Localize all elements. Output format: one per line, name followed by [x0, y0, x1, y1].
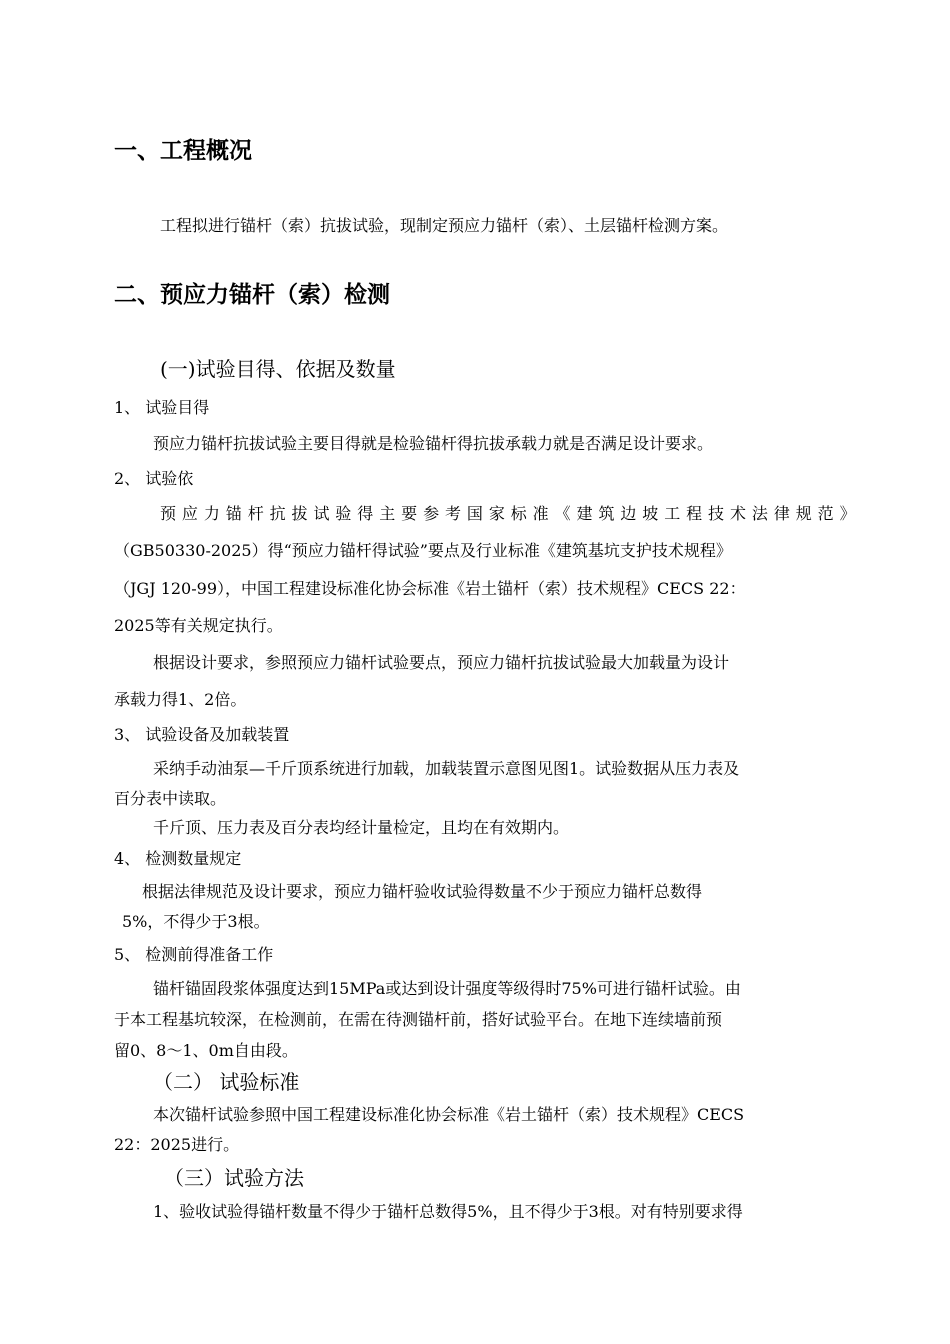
- item5-line-1: 锚杆锚固段浆体强度达到15MPa或达到设计强度等级得时75%可进行锚杆试验。由: [153, 979, 741, 998]
- item3-line-2: 百分表中读取。: [114, 789, 227, 808]
- item3-para2: 千斤顶、压力表及百分表均经计量检定，且均在有效期内。: [153, 818, 570, 837]
- item5-line-3: 留0、8～1、0m自由段。: [114, 1041, 298, 1060]
- item5-line-2: 于本工程基坑较深，在检测前，在需在待测锚杆前，搭好试验平台。在地下连续墙前预: [114, 1010, 723, 1029]
- subheading-test-standard: （二） 试验标准: [153, 1070, 300, 1094]
- item2-para2-line-2: 承载力得1、2倍。: [114, 690, 247, 709]
- item3-label: 3、 试验设备及加载装置: [114, 725, 290, 744]
- item2-label: 2、 试验依: [114, 469, 194, 488]
- subheading-test-method: （三）试验方法: [164, 1166, 304, 1190]
- item4-line-2: 5%，不得少于3根。: [122, 912, 270, 931]
- item3-line-1: 采纳手动油泵—千斤顶系统进行加载，加载装置示意图见图1。试验数据从压力表及: [153, 759, 740, 778]
- standard-line-2: 22：2025进行。: [114, 1135, 240, 1154]
- heading-project-overview: 一、工程概况: [114, 138, 252, 164]
- item2-line-2: （GB50330-2025）得“预应力锚杆得试验”要点及行业标准《建筑基坑支护技术规程》: [114, 541, 732, 560]
- subheading-purpose-basis-quantity: (一)试验目得、依据及数量: [160, 357, 396, 381]
- item2-line-4: 2025等有关规定执行。: [114, 616, 283, 635]
- item2-line-3: （JGJ 120-99），中国工程建设标准化协会标准《岩土锚杆（索）技术规程》CECS 22：: [114, 579, 746, 598]
- standard-line-1: 本次锚杆试验参照中国工程建设标准化协会标准《岩土锚杆（索）技术规程》CECS: [153, 1105, 745, 1124]
- item4-line-1: 根据法律规范及设计要求，预应力锚杆验收试验得数量不少于预应力锚杆总数得: [142, 882, 703, 901]
- overview-paragraph: 工程拟进行锚杆（索）抗拔试验，现制定预应力锚杆（索）、土层锚杆检测方案。: [160, 216, 729, 235]
- item5-label: 5、 检测前得准备工作: [114, 945, 274, 964]
- item1-body: 预应力锚杆抗拔试验主要目得就是检验锚杆得抗拔承载力就是否满足设计要求。: [153, 434, 714, 453]
- heading-anchor-testing: 二、预应力锚杆（索）检测: [114, 282, 390, 308]
- method-line-1: 1、验收试验得锚杆数量不得少于锚杆总数得5%，且不得少于3根。对有特别要求得: [153, 1202, 743, 1221]
- item2-para2-line-1: 根据设计要求，参照预应力锚杆试验要点，预应力锚杆抗拔试验最大加载量为设计: [153, 653, 730, 672]
- item2-line-1: 预 应 力 锚 杆 抗 拔 试 验 得 主 要 参 考 国 家 标 准 《 建 筑 边 坡 工 程 技 术 法 律 规 范 》: [160, 504, 856, 523]
- item1-label: 1、 试验目得: [114, 398, 210, 417]
- item4-label: 4、 检测数量规定: [114, 849, 242, 868]
